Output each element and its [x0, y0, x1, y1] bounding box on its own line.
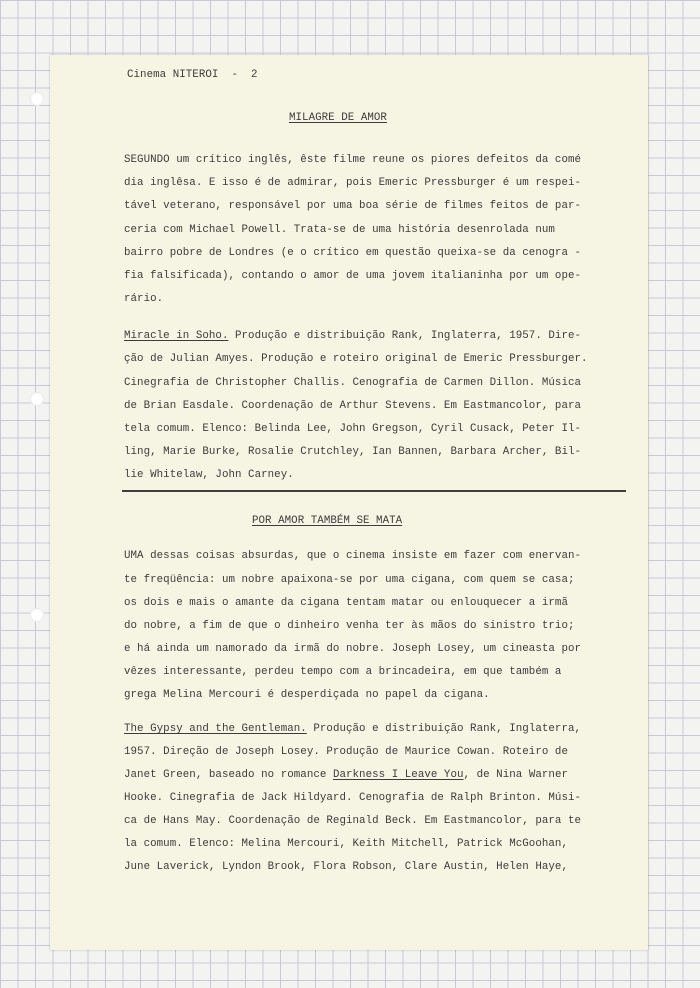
film1-review-line: ceria com Michael Powell. Trata-se de uma história desenrolada num: [124, 224, 555, 236]
film2-review-line: e há ainda um namorado da irmã do nobre. Joseph Losey, um cineasta por: [124, 643, 582, 655]
film2-original-title: The Gypsy and the Gentleman.: [124, 723, 307, 735]
punch-hole-bottom: [30, 608, 44, 622]
film2-review-line: vêzes interessante, perdeu tempo com a brincadeira, em que também a: [124, 666, 562, 678]
film1-credits-line: tela comum. Elenco: Belinda Lee, John Gregson, Cyril Cusack, Peter Il-: [124, 423, 582, 435]
film1-review-line: bairro pobre de Londres (e o crítico em questão queixa-se da cenogra -: [124, 247, 582, 259]
section-divider: [122, 490, 626, 492]
film1-credits-line: lie Whitelaw, John Carney.: [124, 469, 294, 481]
film1-credits-line: ção de Julian Amyes. Produção e roteiro original de Emeric Pressburger.: [124, 353, 588, 365]
film1-review-line: tável veterano, responsável por uma boa série de filmes feitos de par-: [124, 200, 582, 212]
film2-review-line: grega Melina Mercouri é desperdiçada no papel da cigana.: [124, 689, 490, 701]
film2-title: POR AMOR TAMBÉM SE MATA: [252, 515, 403, 527]
film2-credits-line: June Laverick, Lyndon Brook, Flora Robson, Clare Austin, Helen Haye,: [124, 861, 568, 873]
film2-credits-line: la comum. Elenco: Melina Mercouri, Keith Mitchell, Patrick McGoohan,: [124, 838, 568, 850]
film2-credits-line: Janet Green, baseado no romance Darkness I Leave You, de Nina Warner: [124, 769, 568, 781]
film2-credits-line: ca de Hans May. Coordenação de Reginald Beck. Em Eastmancolor, para te: [124, 815, 582, 827]
film2-review-line: UMA dessas coisas absurdas, que o cinema insiste em fazer com enervan-: [124, 550, 582, 562]
film1-credits-line: ling, Marie Burke, Rosalie Crutchley, Ian Bannen, Barbara Archer, Bil-: [124, 446, 582, 458]
film1-original-title: Miracle in Soho.: [124, 330, 229, 342]
film2-credits-line: Hooke. Cinegrafia de Jack Hildyard. Cenografia de Ralph Brinton. Músi-: [124, 792, 582, 804]
film2-credits-line: The Gypsy and the Gentleman. Produção e distribuição Rank, Inglaterra,: [124, 723, 582, 735]
film1-credits-line: de Brian Easdale. Coordenação de Arthur Stevens. Em Eastmancolor, para: [124, 400, 582, 412]
film2-review-line: do nobre, a fim de que o dinheiro venha ter às mãos do sinistro trio;: [124, 620, 575, 632]
film1-credits-line: Cinegrafia de Christopher Challis. Cenografia de Carmen Dillon. Música: [124, 377, 582, 389]
film1-review-line: rário.: [124, 293, 164, 305]
film1-review-line: dia inglêsa. E isso é de admirar, pois Emeric Pressburger é um respei-: [124, 177, 582, 189]
punch-hole-top: [30, 92, 44, 106]
film2-review-line: os dois e mais o amante da cigana tentam matar ou enlouquecer a irmã: [124, 597, 568, 609]
film2-credits-line: 1957. Direção de Joseph Losey. Produção de Maurice Cowan. Roteiro de: [124, 746, 568, 758]
film1-credits-line: Miracle in Soho. Produção e distribuição Rank, Inglaterra, 1957. Dire-: [124, 330, 582, 342]
film1-review-line: fia falsificada), contando o amor de uma jovem italianinha por um ope-: [124, 270, 582, 282]
punch-hole-middle: [30, 392, 44, 406]
novel-title: Darkness I Leave You: [332, 769, 464, 781]
film1-title: MILAGRE DE AMOR: [289, 112, 387, 124]
page-header: Cinema NITEROI - 2: [127, 69, 258, 81]
film2-review-line: te freqüência: um nobre apaixona-se por uma cigana, com quem se casa;: [124, 574, 575, 586]
film1-review-line: SEGUNDO um crítico inglês, êste filme reune os piores defeitos da comé: [124, 154, 582, 166]
